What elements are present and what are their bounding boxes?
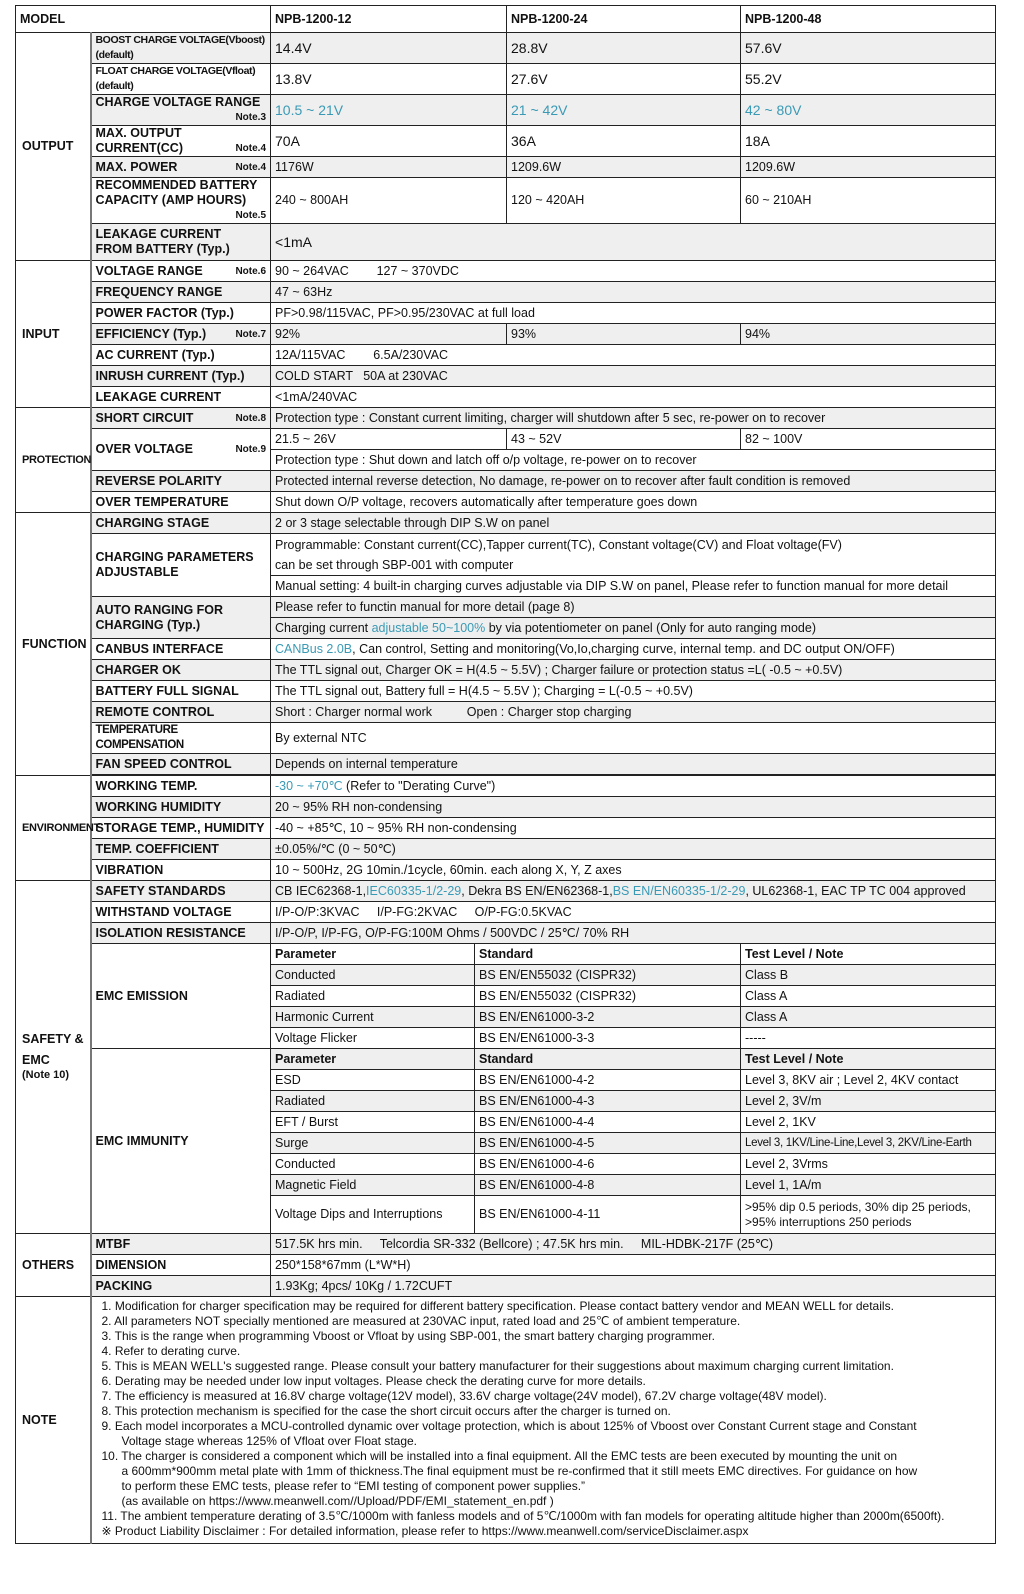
cell xyxy=(741,1196,996,1234)
value: -40 ~ +85℃, 10 ~ 95% RH non-condensing xyxy=(271,818,996,839)
value: 13.8V xyxy=(271,64,507,95)
cell: BS EN/EN61000-4-6 xyxy=(475,1154,741,1175)
row-canbus xyxy=(16,639,996,660)
row-max-power xyxy=(16,157,996,178)
cell: Level 3, 8KV air ; Level 2, 4KV contact xyxy=(741,1070,996,1091)
label-text: CHARGE VOLTAGE RANGE xyxy=(95,95,261,109)
cell: ----- xyxy=(741,1028,996,1049)
notes-list xyxy=(91,1297,996,1544)
value: 10 ~ 500Hz, 2G 10min./1cycle, 60min. each along X, Y, Z axes xyxy=(271,860,996,881)
label-battery-full: BATTERY FULL SIGNAL xyxy=(91,681,271,702)
label-canbus: CANBUS INTERFACE xyxy=(91,639,271,660)
cell: Level 3, 1KV/Line-Line,Level 3, 2KV/Line-Earth xyxy=(741,1133,996,1154)
note-item: 7. The efficiency is measured at 16.8V charge voltage(12V model), 33.6V charge voltage(24V model), 67.2V charge voltage(48V model). xyxy=(101,1389,827,1403)
note-ref: Note.3 xyxy=(235,112,267,123)
category-environment: ENVIRONMENT xyxy=(16,776,91,881)
label-temp-coeff: TEMP. COEFFICIENT xyxy=(91,839,271,860)
value: 28.8V xyxy=(507,33,741,64)
note-item-continued: Voltage stage whereas 125% of Vfloat over Float stage. xyxy=(121,1434,418,1448)
row-battery-capacity xyxy=(16,178,996,224)
value: 90 ~ 264VAC 127 ~ 370VDC xyxy=(271,261,996,282)
cell: Voltage Dips and Interruptions xyxy=(271,1196,475,1234)
value xyxy=(271,639,996,660)
row-ac-current xyxy=(16,345,996,366)
model-label: MODEL xyxy=(16,6,271,33)
cell: BS EN/EN61000-4-5 xyxy=(475,1133,741,1154)
label-isolation: ISOLATION RESISTANCE xyxy=(91,923,271,944)
row-safety-standards xyxy=(16,881,996,902)
value: Depends on internal temperature xyxy=(271,754,996,775)
cell: Class A xyxy=(741,986,996,1007)
value: 1209.6W xyxy=(741,157,996,178)
value xyxy=(271,618,996,639)
value: 47 ~ 63Hz xyxy=(271,282,996,303)
note-item-continued: to perform these EMC tests, please refer to “EMI testing of component power supplies.” xyxy=(121,1479,586,1493)
text: CB IEC62368-1, xyxy=(275,883,367,898)
label-text: VOLTAGE RANGE xyxy=(95,263,203,278)
row-mtbf xyxy=(16,1234,996,1255)
cell: BS EN/EN61000-3-2 xyxy=(475,1007,741,1028)
column-header: Parameter xyxy=(271,944,475,965)
row-charging-stage xyxy=(16,513,996,534)
cell: Voltage Flicker xyxy=(271,1028,475,1049)
label-emc-emission: EMC EMISSION xyxy=(91,944,271,1049)
row-notes xyxy=(16,1297,996,1544)
value-line: can be set through SBP-001 with computer xyxy=(275,557,514,572)
label-text: EFFICIENCY (Typ.) xyxy=(95,326,207,341)
note-item: 11. The ambient temperature derating of 3.5℃/1000m with fanless models and of 5℃/1000m with fan models for operating altitude higher than 2000m(6500ft). xyxy=(101,1509,945,1523)
row-efficiency xyxy=(16,324,996,345)
value: 12A/115VAC 6.5A/230VAC xyxy=(271,345,996,366)
value: <1mA/240VAC xyxy=(271,387,996,408)
column-header: Test Level / Note xyxy=(741,1049,996,1070)
note-item: 8. This protection mechanism is specified for the case the short circuit occurs after the charger is turned on. xyxy=(101,1404,671,1418)
label-battery-capacity xyxy=(91,178,271,224)
label-text: SHORT CIRCUIT xyxy=(95,410,194,425)
row-max-current xyxy=(16,126,996,157)
category-text: SAFETY & xyxy=(22,1031,84,1046)
row-power-factor xyxy=(16,303,996,324)
note-item-continued: a 600mm*900mm metal plate with 1mm of thickness.The final equipment must be re-confirmed that it still meets EMC directives. For guidance on how xyxy=(121,1464,918,1478)
label-temp-comp: TEMPERATURE COMPENSATION xyxy=(91,723,271,754)
row-temp-coeff xyxy=(16,839,996,860)
label-storage: STORAGE TEMP., HUMIDITY xyxy=(91,818,271,839)
note-item: 5. This is MEAN WELL's suggested range. Please consult your battery manufacturer for their suggestions about maximum charging current limitation. xyxy=(101,1359,894,1373)
value: 43 ~ 52V xyxy=(507,429,741,450)
highlight-text: BS EN/EN60335-1/2-29 xyxy=(612,883,746,898)
category-note: (Note 10) xyxy=(22,1068,70,1081)
value: ±0.05%/℃ (0 ~ 50℃) xyxy=(271,839,996,860)
label-auto-ranging xyxy=(91,597,271,639)
label-over-voltage xyxy=(91,429,271,471)
cell: Level 1, 1A/m xyxy=(741,1175,996,1196)
value: COLD START 50A at 230VAC xyxy=(271,366,996,387)
value: 92% xyxy=(271,324,507,345)
model-48: NPB-1200-48 xyxy=(741,6,996,33)
row-isolation xyxy=(16,923,996,944)
label-text: OVER VOLTAGE xyxy=(95,442,193,456)
value: 94% xyxy=(741,324,996,345)
cell: Radiated xyxy=(271,1091,475,1112)
cell: Radiated xyxy=(271,986,475,1007)
cell: Harmonic Current xyxy=(271,1007,475,1028)
label-remote-control: REMOTE CONTROL xyxy=(91,702,271,723)
value: By external NTC xyxy=(271,723,996,754)
row-float xyxy=(16,64,996,95)
model-12: NPB-1200-12 xyxy=(271,6,507,33)
label-working-temp: WORKING TEMP. xyxy=(91,776,271,797)
value: 120 ~ 420AH xyxy=(507,178,741,224)
value: Manual setting: 4 built-in charging curves adjustable via DIP S.W on panel, Please refer to function manual for more detail xyxy=(271,576,996,597)
note-item: 1. Modification for charger specification may be required for different battery specification. Please contact battery vendor and MEAN WELL for details. xyxy=(101,1299,894,1313)
note-item-continued: (as available on https://www.meanwell.com//Upload/PDF/EMI_statement_en.pdf ) xyxy=(121,1494,554,1508)
value: 21.5 ~ 26V xyxy=(271,429,507,450)
highlight-text: -30 ~ +70℃ xyxy=(275,778,343,793)
row-frequency xyxy=(16,282,996,303)
value: Please refer to functin manual for more detail (page 8) xyxy=(271,597,996,618)
row-charger-ok xyxy=(16,660,996,681)
row-charge-range xyxy=(16,95,996,126)
label-text: AUTO RANGING FOR xyxy=(95,602,224,617)
value: 21 ~ 42V xyxy=(507,95,741,126)
note-item: 9. Each model incorporates a MCU-controlled dynamic over voltage protection, which is about 125% of Vboost over Constant Current stage and Constant xyxy=(101,1419,917,1433)
label-boost: BOOST CHARGE VOLTAGE(Vboost)(default) xyxy=(91,33,271,64)
value: 10.5 ~ 21V xyxy=(271,95,507,126)
row-boost xyxy=(16,33,996,64)
column-header: Test Level / Note xyxy=(741,944,996,965)
row-inrush xyxy=(16,366,996,387)
label-frequency: FREQUENCY RANGE xyxy=(91,282,271,303)
cell: Class B xyxy=(741,965,996,986)
value: I/P-O/P:3KVAC I/P-FG:2KVAC O/P-FG:0.5KVAC xyxy=(271,902,996,923)
value xyxy=(271,534,996,576)
model-24: NPB-1200-24 xyxy=(507,6,741,33)
label-reverse-polarity: REVERSE POLARITY xyxy=(91,471,271,492)
value: <1mA xyxy=(271,224,996,261)
value: Protection type : Constant current limiting, charger will shutdown after 5 sec, re-power on to recover xyxy=(271,408,996,429)
text: , UL62368-1, EAC TP TC 004 approved xyxy=(745,883,966,898)
label-packing: PACKING xyxy=(91,1276,271,1297)
row-leakage-battery xyxy=(16,224,996,261)
category-text: EMC xyxy=(22,1052,50,1067)
value xyxy=(271,776,996,797)
cell: BS EN/EN55032 (CISPR32) xyxy=(475,986,741,1007)
row-working-temp xyxy=(16,776,996,797)
value: 18A xyxy=(741,126,996,157)
label-voltage-range xyxy=(91,261,271,282)
value: 55.2V xyxy=(741,64,996,95)
row-battery-full xyxy=(16,681,996,702)
row-dimension xyxy=(16,1255,996,1276)
value: Shut down O/P voltage, recovers automatically after temperature goes down xyxy=(271,492,996,513)
value: 240 ~ 800AH xyxy=(271,178,507,224)
category-safety-emc xyxy=(16,881,91,1234)
text: Charging current xyxy=(275,620,372,635)
value: Protection type : Shut down and latch off o/p voltage, re-power on to recover xyxy=(271,450,996,471)
note-ref: Note.8 xyxy=(235,412,267,424)
label-float: FLOAT CHARGE VOLTAGE(Vfloat)(default) xyxy=(91,64,271,95)
label-charging-stage: CHARGING STAGE xyxy=(91,513,271,534)
row-fan-speed xyxy=(16,754,996,775)
row-vibration xyxy=(16,860,996,881)
cell: Surge xyxy=(271,1133,475,1154)
value: 1209.6W xyxy=(507,157,741,178)
note-ref: Note.9 xyxy=(235,444,267,455)
row-auto-ranging-1 xyxy=(16,597,996,618)
text: (Refer to "Derating Curve") xyxy=(342,778,496,793)
highlight-text: CANBus 2.0B xyxy=(275,641,353,656)
cell-line: >95% dip 0.5 periods, 30% dip 25 periods, xyxy=(745,1199,971,1214)
label-text: FROM BATTERY (Typ.) xyxy=(95,242,230,256)
label-working-humidity: WORKING HUMIDITY xyxy=(91,797,271,818)
row-short-circuit xyxy=(16,408,996,429)
note-item: 10. The charger is considered a component which will be installed into a final equipment. All the EMC tests are been executed by mounting the unit on xyxy=(101,1449,898,1463)
value: 70A xyxy=(271,126,507,157)
value: 57.6V xyxy=(741,33,996,64)
label-leakage: LEAKAGE CURRENT xyxy=(91,387,271,408)
note-ref: Note.6 xyxy=(235,265,267,277)
note-ref: Note.5 xyxy=(235,210,267,221)
label-safety-standards: SAFETY STANDARDS xyxy=(91,881,271,902)
value xyxy=(271,881,996,902)
value: 2 or 3 stage selectable through DIP S.W on panel xyxy=(271,513,996,534)
value: 14.4V xyxy=(271,33,507,64)
note-item: 3. This is the range when programming Vboost or Vfloat by using SBP-001, the smart battery charging programmer. xyxy=(101,1329,715,1343)
value: 93% xyxy=(507,324,741,345)
label-charger-ok: CHARGER OK xyxy=(91,660,271,681)
category-output: OUTPUT xyxy=(16,33,91,261)
label-emc-immunity: EMC IMMUNITY xyxy=(91,1049,271,1234)
label-vibration: VIBRATION xyxy=(91,860,271,881)
cell: BS EN/EN61000-4-4 xyxy=(475,1112,741,1133)
highlight-text: adjustable 50~100% xyxy=(371,620,486,635)
highlight-text: IEC60335-1/2-29 xyxy=(366,883,462,898)
value: I/P-O/P, I/P-FG, O/P-FG:100M Ohms / 500VDC / 25℃/ 70% RH xyxy=(271,923,996,944)
label-text: CAPACITY (AMP HOURS) xyxy=(95,193,247,207)
cell: BS EN/EN61000-3-3 xyxy=(475,1028,741,1049)
label-text: MAX. POWER xyxy=(95,159,178,174)
value: 60 ~ 210AH xyxy=(741,178,996,224)
label-text: LEAKAGE CURRENT xyxy=(95,227,222,241)
category-note: NOTE xyxy=(16,1297,91,1544)
value: 27.6V xyxy=(507,64,741,95)
note-item: 2. All parameters NOT specially mentioned are measured at 230VAC input, rated load and 25℃ of ambient temperature. xyxy=(101,1314,741,1328)
cell: BS EN/EN61000-4-11 xyxy=(475,1196,741,1234)
immunity-header-row xyxy=(16,1049,996,1070)
value-line: Programmable: Constant current(CC),Tapper current(TC), Constant voltage(CV) and Float voltage(FV) xyxy=(275,537,842,552)
note-item: 6. Derating may be needed under low input voltages. Please check the derating curve for more details. xyxy=(101,1374,646,1388)
cell-line: >95% interruptions 250 periods xyxy=(745,1214,912,1229)
cell: Magnetic Field xyxy=(271,1175,475,1196)
emission-header-row xyxy=(16,944,996,965)
cell: Conducted xyxy=(271,965,475,986)
category-others: OTHERS xyxy=(16,1234,91,1297)
label-leakage-battery xyxy=(91,224,271,261)
value: PF>0.98/115VAC, PF>0.95/230VAC at full load xyxy=(271,303,996,324)
cell: ESD xyxy=(271,1070,475,1091)
column-header: Standard xyxy=(475,944,741,965)
cell: EFT / Burst xyxy=(271,1112,475,1133)
column-header: Parameter xyxy=(271,1049,475,1070)
row-leakage-input xyxy=(16,387,996,408)
value: 517.5K hrs min. Telcordia SR-332 (Bellcore) ; 47.5K hrs min. MIL-HDBK-217F (25℃) xyxy=(271,1234,996,1255)
value: Protected internal reverse detection, No damage, re-power on to recover after fault condition is removed xyxy=(271,471,996,492)
label-over-temp: OVER TEMPERATURE xyxy=(91,492,271,513)
cell: Conducted xyxy=(271,1154,475,1175)
cell: Level 2, 3Vrms xyxy=(741,1154,996,1175)
label-efficiency xyxy=(91,324,271,345)
value: The TTL signal out, Charger OK = H(4.5 ~ 5.5V) ; Charger failure or protection status =L( -0.5 ~ +0.5V) xyxy=(271,660,996,681)
label-text: MAX. OUTPUT CURRENT(CC) xyxy=(95,126,183,155)
cell: BS EN/EN55032 (CISPR32) xyxy=(475,965,741,986)
text: , Can control, Setting and monitoring(Vo,Io,charging curve, internal temp. and DC output ON/OFF) xyxy=(352,641,895,656)
row-over-temp xyxy=(16,492,996,513)
cell: BS EN/EN61000-4-2 xyxy=(475,1070,741,1091)
note-ref: Note.7 xyxy=(235,328,267,340)
row-storage xyxy=(16,818,996,839)
disclaimer: ※ Product Liability Disclaimer : For detailed information, please refer to https://www.meanwell.com/serviceDisclaimer.aspx xyxy=(101,1524,749,1538)
label-text: ADJUSTABLE xyxy=(95,565,179,579)
spec-table xyxy=(15,5,996,1544)
cell: Level 2, 1KV xyxy=(741,1112,996,1133)
model-header-row xyxy=(16,6,996,33)
label-ac-current: AC CURRENT (Typ.) xyxy=(91,345,271,366)
label-withstand: WITHSTAND VOLTAGE xyxy=(91,902,271,923)
value: 1.93Kg; 4pcs/ 10Kg / 1.72CUFT xyxy=(271,1276,996,1297)
row-packing xyxy=(16,1276,996,1297)
row-working-humidity xyxy=(16,797,996,818)
value: 36A xyxy=(507,126,741,157)
label-max-power xyxy=(91,157,271,178)
label-inrush: INRUSH CURRENT (Typ.) xyxy=(91,366,271,387)
cell: BS EN/EN61000-4-3 xyxy=(475,1091,741,1112)
value: 20 ~ 95% RH non-condensing xyxy=(271,797,996,818)
value: 1176W xyxy=(271,157,507,178)
value: Short : Charger normal work Open : Charger stop charging xyxy=(271,702,996,723)
value: The TTL signal out, Battery full = H(4.5 ~ 5.5V ); Charging = L(-0.5 ~ +0.5V) xyxy=(271,681,996,702)
value: 82 ~ 100V xyxy=(741,429,996,450)
text: by via potentiometer on panel (Only for auto ranging mode) xyxy=(485,620,816,635)
label-max-current xyxy=(91,126,271,157)
row-remote-control xyxy=(16,702,996,723)
label-dimension: DIMENSION xyxy=(91,1255,271,1276)
row-charging-params-1 xyxy=(16,534,996,576)
label-charging-params xyxy=(91,534,271,597)
row-reverse-polarity xyxy=(16,471,996,492)
cell: Level 2, 3V/m xyxy=(741,1091,996,1112)
note-ref: Note.4 xyxy=(235,161,267,173)
row-over-voltage-range xyxy=(16,429,996,450)
row-voltage-range xyxy=(16,261,996,282)
cell: BS EN/EN61000-4-8 xyxy=(475,1175,741,1196)
cell: Class A xyxy=(741,1007,996,1028)
row-temp-comp xyxy=(16,723,996,754)
label-text: CHARGING PARAMETERS xyxy=(95,550,254,564)
row-withstand xyxy=(16,902,996,923)
text: , Dekra BS EN/EN62368-1, xyxy=(461,883,613,898)
value: 250*158*67mm (L*W*H) xyxy=(271,1255,996,1276)
column-header: Standard xyxy=(475,1049,741,1070)
label-fan-speed: FAN SPEED CONTROL xyxy=(91,754,271,775)
note-ref: Note.4 xyxy=(235,143,267,154)
note-item: 4. Refer to derating curve. xyxy=(101,1344,241,1358)
category-function: FUNCTION xyxy=(16,513,91,776)
label-charge-range xyxy=(91,95,271,126)
category-input: INPUT xyxy=(16,261,91,408)
value: 42 ~ 80V xyxy=(741,95,996,126)
label-power-factor: POWER FACTOR (Typ.) xyxy=(91,303,271,324)
category-protection: PROTECTION xyxy=(16,408,91,513)
label-mtbf: MTBF xyxy=(91,1234,271,1255)
label-text: CHARGING (Typ.) xyxy=(95,617,201,632)
label-text: RECOMMENDED BATTERY xyxy=(95,178,258,192)
label-short-circuit xyxy=(91,408,271,429)
